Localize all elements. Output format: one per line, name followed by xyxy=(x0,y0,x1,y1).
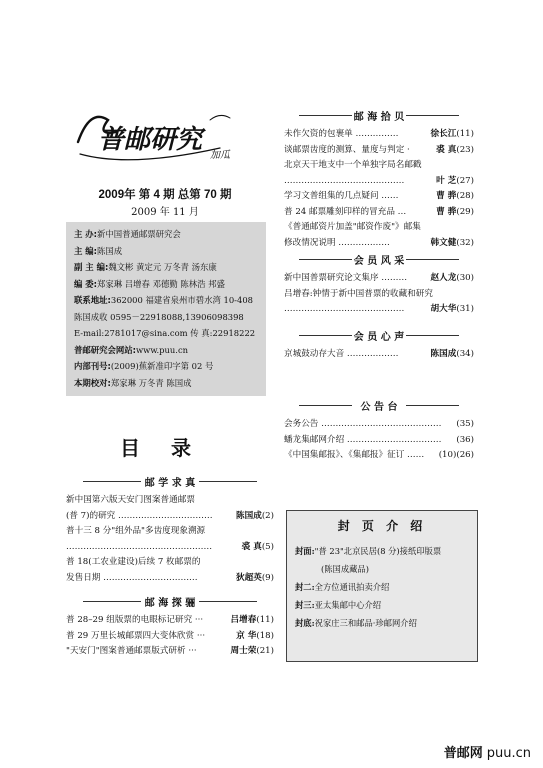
section-rule xyxy=(83,601,141,602)
masthead-line xyxy=(74,278,225,290)
toc-entry-page: (2) xyxy=(261,510,274,521)
toc-entry-title: 普 28–29 组版票的电眼标记研究 ··· xyxy=(66,615,204,625)
site-footer[interactable] xyxy=(444,742,531,761)
section-rule xyxy=(199,481,257,482)
toc-entry[interactable] xyxy=(284,418,474,430)
toc-entry-page: (11) xyxy=(256,615,274,625)
toc-entry-author: 徐长江 xyxy=(430,129,457,139)
toc-entry-title: 北京天干地支中一个单独字局名邮戳 xyxy=(284,160,422,170)
toc-entry[interactable] xyxy=(284,175,474,187)
toc-entry-page: (31) xyxy=(456,304,474,314)
toc-entry[interactable] xyxy=(284,348,474,360)
cover-intro-item xyxy=(295,617,417,629)
masthead-key: 普邮研究会网站: xyxy=(74,344,136,355)
footer-brand: 普邮网 xyxy=(443,746,483,761)
logo-signature: 加瓜 xyxy=(210,150,230,161)
masthead-line xyxy=(74,261,217,273)
masthead-value: 陈国成 xyxy=(97,245,123,256)
masthead-value: 362000 福建省泉州市碧水湾 10-408 xyxy=(110,295,254,305)
cover-intro-value: 祝家庄三和邮品·珍邮网介绍 xyxy=(314,618,417,628)
toc-entry-author: 曹 骅 xyxy=(436,206,457,217)
toc-entry[interactable] xyxy=(284,449,474,461)
toc-entry-author: 京 华 xyxy=(236,630,257,641)
toc-entry-title: (普 7)的研究 …………………………… xyxy=(66,510,213,521)
cover-intro-value: 亚太集邮中心介绍 xyxy=(314,600,382,610)
toc-entry[interactable] xyxy=(66,556,274,568)
section-rule xyxy=(199,601,257,602)
masthead-value: E-mail:2781017@sina.com 传 真:22918222 xyxy=(74,328,256,338)
section-title: 会 员 风 采 xyxy=(353,256,405,267)
toc-entry-title: 京城鼓动存大音 ……………… xyxy=(284,349,399,359)
toc-entry[interactable] xyxy=(66,494,274,506)
cover-intro-box xyxy=(286,510,478,662)
masthead-value: 魏文彬 黄定元 万冬青 汤东康 xyxy=(108,262,217,272)
toc-entry-page: (18) xyxy=(256,630,274,641)
cover-intro-title: 封 页 介 绍 xyxy=(337,519,427,533)
toc-entry-page: (23) xyxy=(456,144,474,155)
toc-entry-page: (35) xyxy=(456,419,474,429)
section-title: 会 员 心 声 xyxy=(353,332,405,343)
toc-entry[interactable] xyxy=(66,645,274,657)
toc-entry-title: 会务公告 …………………………………… xyxy=(284,419,442,429)
toc-entry-author: 曹 骅 xyxy=(436,191,457,201)
toc-entry-title: …………………………………… xyxy=(284,304,405,314)
toc-entry-author: 裘 真 xyxy=(241,541,262,552)
section-title: 公 告 台 xyxy=(360,402,398,413)
toc-entry-title: 普十三 8 分"组外品"多齿度现象溯源 xyxy=(66,526,206,536)
toc-entry-author: 叶 芝 xyxy=(436,175,457,186)
toc-entry[interactable] xyxy=(284,288,474,300)
masthead-panel xyxy=(66,222,266,396)
toc-entry[interactable] xyxy=(284,190,474,202)
toc-entry-page: (10)(26) xyxy=(438,450,474,460)
toc-entry[interactable] xyxy=(284,206,474,218)
toc-entry-page: (27) xyxy=(456,175,474,186)
masthead-line xyxy=(74,294,253,306)
toc-entry-title: 普 29 万里长城邮票四大变体欣赏 ··· xyxy=(66,630,206,641)
toc-entry-page: (32) xyxy=(456,237,474,248)
masthead-key: 本期校对: xyxy=(74,377,111,388)
toc-entry-title: 新中国第六版天安门图案普通邮票 xyxy=(66,495,195,505)
masthead-key: 主 编: xyxy=(74,245,98,256)
toc-entry-author: 吕增春 xyxy=(230,615,257,625)
toc-entry[interactable] xyxy=(284,303,474,315)
toc-entry-title: 新中国普票研究论文集序 ……… xyxy=(284,273,408,283)
masthead-key: 内部刊号: xyxy=(74,361,111,371)
section-title: 邮 海 探 骊 xyxy=(144,598,196,609)
logo-text: 普邮研究 xyxy=(98,125,203,155)
toc-entry-page: (5) xyxy=(261,541,274,552)
section-rule xyxy=(406,335,459,336)
toc-entry-title: 发售日期 …………………………… xyxy=(66,572,198,583)
masthead-key: 联系地址: xyxy=(74,295,111,305)
masthead-key: 主 办: xyxy=(74,229,98,239)
toc-entry-author: 周士荣 xyxy=(230,646,257,656)
masthead-line xyxy=(74,344,188,356)
toc-entry[interactable] xyxy=(284,434,474,446)
toc-entry-page: (29) xyxy=(456,206,474,217)
toc-entry-title: 吕增春:钟情于新中国普票的收藏和研究 xyxy=(284,288,433,299)
toc-entry-page: (36) xyxy=(456,434,474,445)
toc-entry-page: (9) xyxy=(261,572,274,583)
toc-entry[interactable] xyxy=(66,541,274,553)
cover-intro-value: 全方位通讯拍卖介绍 xyxy=(314,582,390,592)
cover-intro-key: 封二: xyxy=(295,582,315,592)
toc-entry[interactable] xyxy=(284,272,474,284)
cover-intro-item xyxy=(295,599,381,611)
issue-date: 2009 年 11 月 xyxy=(131,207,199,218)
cover-intro-key: 封三: xyxy=(295,600,315,610)
cover-intro-item xyxy=(295,581,389,593)
cover-intro-value: (陈国成藏品) xyxy=(321,564,369,574)
masthead-value: 郑家琳 吕增春 邓德勤 陈林浩 邦盛 xyxy=(97,278,225,289)
section-title: 邮 海 拾 贝 xyxy=(353,112,405,123)
section-rule xyxy=(406,405,459,406)
section-rule xyxy=(299,405,352,406)
toc-entry-title: 蟠龙集邮网介绍 …………………………… xyxy=(284,434,442,445)
toc-entry-page: (21) xyxy=(256,646,274,656)
cover-intro-key: 封面: xyxy=(295,546,315,556)
toc-entry-title: "天安门"图案普通邮票版式研析 ··· xyxy=(66,646,197,656)
toc-entry[interactable] xyxy=(284,159,474,171)
toc-entry-title: 谈邮票齿度的测算、量度与判定 · xyxy=(284,144,410,155)
toc-entry[interactable] xyxy=(66,525,274,537)
toc-entry-page: (28) xyxy=(456,191,474,201)
masthead-line xyxy=(74,377,192,389)
masthead-line xyxy=(74,360,213,372)
section-rule xyxy=(406,115,459,116)
footer-url[interactable]: puu.cn xyxy=(486,746,531,761)
toc-entry[interactable] xyxy=(284,221,474,233)
cover-intro-key: 封底: xyxy=(295,618,315,628)
masthead-value: 郑家琳 万冬青 陈国成 xyxy=(110,377,192,388)
masthead-line xyxy=(74,245,122,257)
section-rule xyxy=(83,481,141,482)
toc-entry-author: 韩文健 xyxy=(430,237,457,248)
toc-entry-author: 赵人龙 xyxy=(430,273,457,283)
toc-entry-page: (11) xyxy=(456,129,474,139)
toc-entry[interactable] xyxy=(284,237,474,249)
toc-entry-title: 未作欠资的包裹单 …………… xyxy=(284,129,399,139)
toc-entry-title: 《普通邮资片加盖"邮资作废"》邮集 xyxy=(284,222,421,232)
toc-entry[interactable] xyxy=(284,144,474,156)
masthead-key: 编 委: xyxy=(74,278,98,289)
toc-entry[interactable] xyxy=(66,630,274,642)
issue-line: 2009年 第 4 期 总第 70 期 xyxy=(98,189,232,201)
toc-entry-title: …………………………………………… xyxy=(66,541,213,552)
toc-entry-title: 学习文普组集的几点疑问 …… xyxy=(284,191,399,201)
section-rule xyxy=(299,259,352,260)
toc-entry-author: 陈国成 xyxy=(236,510,262,521)
cover-intro-item xyxy=(295,545,441,557)
contents-title: 目 录 xyxy=(120,436,203,460)
section-rule xyxy=(299,335,352,336)
masthead-key: 副 主 编: xyxy=(74,262,109,272)
masthead-value: (2009)蕉新准印字第 02 号 xyxy=(110,361,214,371)
masthead-value: 陈国成收 0595－22918088,13906098398 xyxy=(74,311,244,322)
journal-logo xyxy=(70,102,255,174)
toc-entry-author: 裘 真 xyxy=(436,144,457,155)
toc-entry-title: 《中国集邮报》、《集邮报》征订 …… xyxy=(284,450,425,460)
masthead-line xyxy=(74,327,255,339)
section-title: 邮 学 求 真 xyxy=(144,478,196,489)
masthead-value: www.puu.cn xyxy=(135,344,189,355)
toc-entry-author: 狄超英 xyxy=(236,572,262,583)
masthead-line xyxy=(74,311,244,323)
cover-intro-item xyxy=(295,563,369,575)
toc-entry-title: …………………………………… xyxy=(284,175,405,186)
masthead-line xyxy=(74,228,181,240)
cover-intro-value: "普 23"北京民居(8 分)接纸印版票 xyxy=(314,546,442,556)
toc-entry-title: 普 18(工农业建设)后续 7 枚邮票的 xyxy=(66,557,201,567)
toc-entry-title: 普 24 邮票雕刻印样的冒充品 … xyxy=(284,206,407,217)
toc-entry[interactable] xyxy=(66,510,274,522)
toc-entry-author: 陈国成 xyxy=(430,349,457,359)
masthead-value: 新中国普通邮票研究会 xyxy=(97,229,181,239)
section-rule xyxy=(299,115,352,116)
toc-entry[interactable] xyxy=(66,614,274,626)
toc-entry-author: 胡大华 xyxy=(430,304,457,314)
toc-entry[interactable] xyxy=(66,572,274,584)
section-rule xyxy=(406,259,459,260)
toc-entry-page: (34) xyxy=(456,349,474,359)
toc-entry-page: (30) xyxy=(456,273,474,283)
toc-entry[interactable] xyxy=(284,128,474,140)
toc-entry-title: 修改情况说明 ……………… xyxy=(284,237,390,248)
